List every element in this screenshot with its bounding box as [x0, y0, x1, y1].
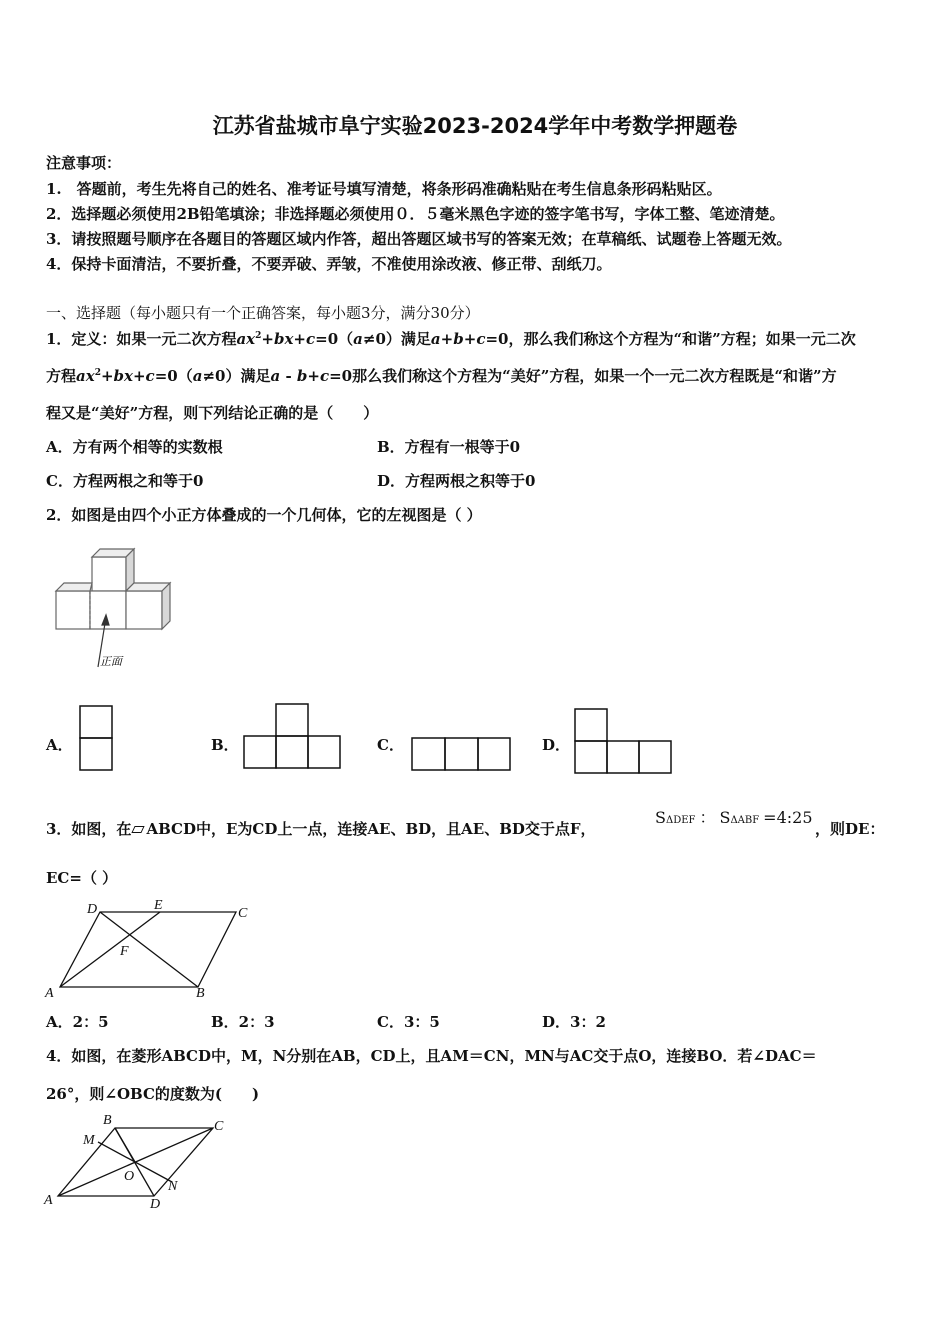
label-m: M: [83, 1133, 95, 1148]
q2-question: 2．如图是由四个小正方体叠成的一个几何体，它的左视图是（ ）: [46, 506, 482, 524]
q3-parallelogram-figure: [40, 895, 265, 1005]
notice-heading: 注意事项：: [46, 154, 122, 172]
q2-option-c-label[interactable]: C．: [377, 736, 404, 754]
notice-item: 4．保持卡面清洁，不要折叠，不要弄破、弄皱，不准使用涂改液、修正带、刮纸刀。: [46, 255, 612, 273]
notice-item: 1. 答题前，考生先将自己的姓名、准考证号填写清楚，将条形码准确粘贴在考生信息条形码粘贴区。: [46, 180, 722, 198]
q2-option-a-label[interactable]: A．: [46, 736, 73, 754]
label-b: B: [103, 1113, 112, 1128]
q3-question-line2: EC=（ ）: [46, 869, 118, 887]
q2-solid-figure: [50, 545, 180, 675]
label-a: A: [45, 986, 54, 1001]
q3-question-line1: 3．如图，在 ABCD中，E为CD上一点，连接AE、BD，且AE、BD交于点F，: [46, 820, 596, 838]
section-heading: 一、选择题（每小题只有一个正确答案，每小题3分，满分30分）: [46, 304, 480, 322]
q3-option-c[interactable]: C．3：5: [377, 1013, 440, 1031]
label-b: B: [196, 986, 205, 1001]
q1-option-b[interactable]: B．方程有一根等于0: [377, 438, 521, 456]
q1-line1: 1．定义：如果一元二次方程$ax^2+bx+c=0(a\ne 0)$满足a+b+c=0，那么我们称这个方程为“和谐”方程；如果一元二次: [46, 330, 856, 348]
q4-rhombus-figure: [40, 1108, 240, 1212]
q3-question-tail: ，则DE：: [815, 820, 885, 838]
front-label: 正面: [100, 656, 122, 668]
label-n: N: [168, 1179, 178, 1194]
q2-option-d-figure[interactable]: [573, 707, 677, 777]
q4-question-line2: 26°，则∠OBC的度数为( ): [46, 1085, 260, 1103]
q2-option-c-figure[interactable]: [410, 736, 514, 774]
label-d: D: [150, 1197, 161, 1212]
label-c: C: [214, 1119, 224, 1134]
q1-option-c[interactable]: C．方程两根之和等于0: [46, 472, 204, 490]
q3-option-a[interactable]: A．2：5: [46, 1013, 109, 1031]
q3-option-b[interactable]: B．2：3: [211, 1013, 275, 1031]
page-title: 江苏省盐城市阜宁实验2023-2024学年中考数学押题卷: [212, 114, 738, 138]
q2-option-b-figure[interactable]: [242, 702, 344, 770]
label-c: C: [238, 906, 248, 921]
q1-option-d[interactable]: D．方程两根之积等于0: [377, 472, 536, 490]
q3-option-d[interactable]: D．3：2: [542, 1013, 606, 1031]
label-a: A: [44, 1193, 53, 1208]
q4-question-line1: 4．如图，在菱形ABCD中，M，N分别在AB，CD上，且AM＝CN，MN与AC交于点O，连接BO．若∠DAC＝: [46, 1047, 817, 1065]
q2-option-b-label[interactable]: B．: [211, 736, 239, 754]
label-o: O: [124, 1169, 135, 1184]
label-e: E: [154, 898, 163, 913]
q2-option-d-label[interactable]: D．: [542, 736, 571, 754]
q3-area-ratio: SΔDEF ： SΔABF =4:25: [655, 808, 813, 827]
q2-option-a-figure[interactable]: [78, 704, 116, 774]
label-f: F: [120, 944, 129, 959]
label-d: D: [87, 902, 98, 917]
q1-line3: 程又是“美好”方程，则下列结论正确的是（ ）: [46, 404, 379, 422]
q1-line2: 方程$ax^2+bx+c=0(a\ne 0)$满足a - b+c=0那么我们称这个方程为“美好”方程，如果一个一元二次方程既是“和谐”方: [46, 367, 837, 385]
q1-option-a[interactable]: A．方有两个相等的实数根: [46, 438, 223, 456]
notice-item: 2．选择题必须使用2B铅笔填涂；非选择题必须使用０．５毫米黑色字迹的签字笔书写，字体工整、笔迹清楚。: [46, 205, 785, 223]
notice-item: 3．请按照题号顺序在各题目的答题区域内作答，超出答题区域书写的答案无效；在草稿纸、试题卷上答题无效。: [46, 230, 792, 248]
